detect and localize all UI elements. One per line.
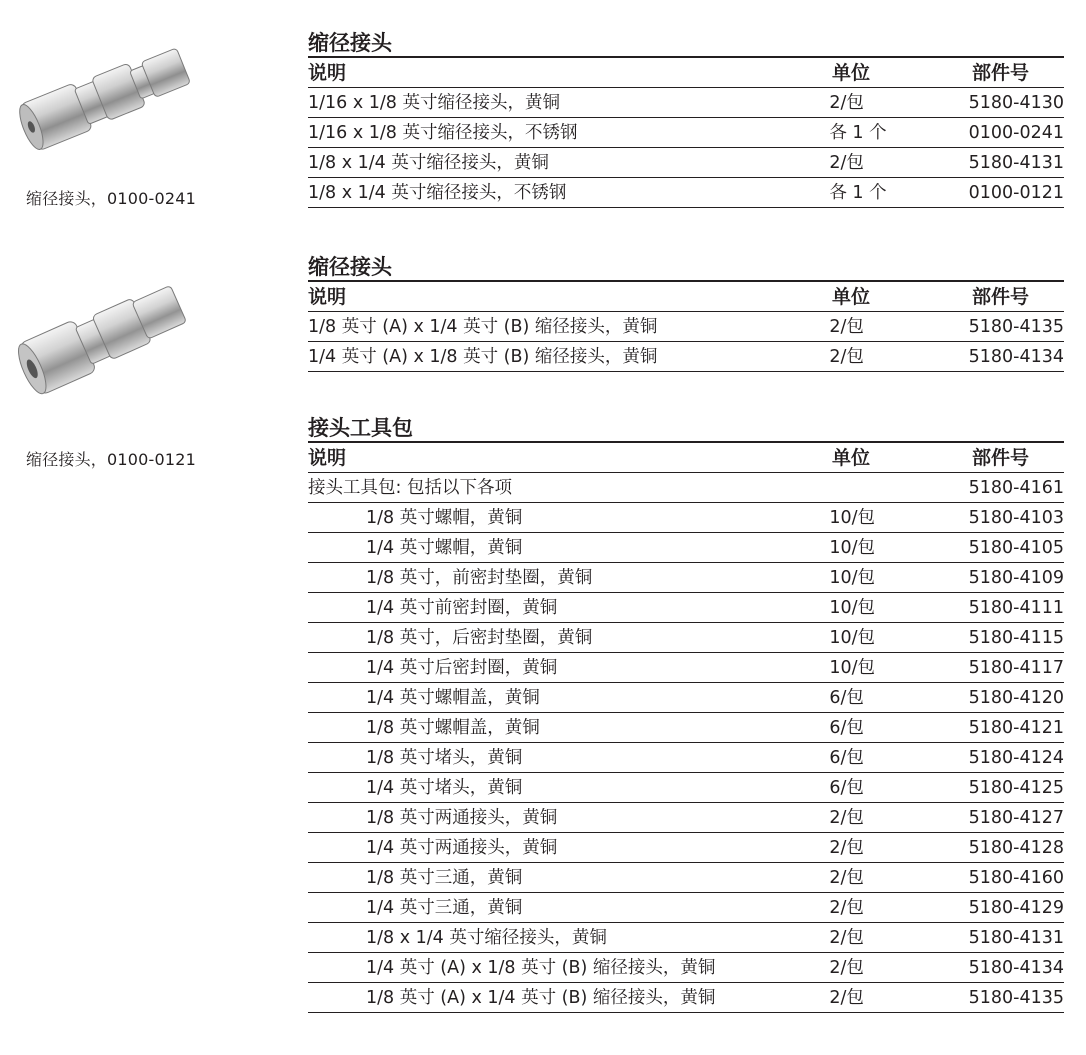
cell-part: 5180-4115 bbox=[968, 628, 1064, 648]
table-header bbox=[308, 443, 1064, 473]
table-row bbox=[308, 653, 1064, 683]
product-caption-2: 缩径接头，0100-0121 bbox=[26, 450, 197, 469]
header-desc: 说明 bbox=[308, 286, 347, 308]
table-header bbox=[308, 58, 1064, 88]
cell-part: 5180-4160 bbox=[968, 868, 1064, 888]
cell-unit: 6/包 bbox=[829, 748, 864, 768]
table-row bbox=[308, 833, 1064, 863]
cell-desc: 1/4 英寸两通接头，黄铜 bbox=[366, 838, 558, 858]
cell-desc: 1/8 英寸三通，黄铜 bbox=[366, 868, 523, 888]
header-unit: 单位 bbox=[832, 62, 871, 84]
cell-desc: 1/8 英寸 (A) x 1/4 英寸 (B) 缩径接头，黄铜 bbox=[366, 988, 716, 1008]
cell-desc: 1/8 英寸，后密封垫圈，黄铜 bbox=[366, 628, 593, 648]
header-unit: 单位 bbox=[832, 286, 871, 308]
cell-unit: 2/包 bbox=[829, 347, 864, 367]
cell-part: 5180-4127 bbox=[968, 808, 1064, 828]
table-row bbox=[308, 473, 1064, 503]
section-title: 缩径接头 bbox=[308, 28, 1064, 58]
cell-unit: 6/包 bbox=[829, 688, 864, 708]
cell-unit: 6/包 bbox=[829, 718, 864, 738]
table-row bbox=[308, 88, 1064, 118]
cell-part: 5180-4125 bbox=[968, 778, 1064, 798]
table-row bbox=[308, 533, 1064, 563]
reducer-fitting-image-1 bbox=[0, 22, 240, 162]
cell-unit: 10/包 bbox=[829, 598, 876, 618]
cell-part: 5180-4120 bbox=[968, 688, 1064, 708]
cell-desc: 1/8 英寸螺帽盖，黄铜 bbox=[366, 718, 540, 738]
cell-part: 5180-4105 bbox=[968, 538, 1064, 558]
table-row bbox=[308, 342, 1064, 372]
section-title: 缩径接头 bbox=[308, 252, 1064, 282]
cell-part: 5180-4135 bbox=[968, 317, 1064, 337]
cell-unit: 2/包 bbox=[829, 958, 864, 978]
cell-desc: 1/4 英寸后密封圈，黄铜 bbox=[366, 658, 558, 678]
cell-unit: 2/包 bbox=[829, 808, 864, 828]
table-row bbox=[308, 953, 1064, 983]
cell-desc: 1/4 英寸螺帽，黄铜 bbox=[366, 538, 523, 558]
table-row bbox=[308, 713, 1064, 743]
cell-unit: 2/包 bbox=[829, 898, 864, 918]
cell-desc: 1/8 英寸两通接头，黄铜 bbox=[366, 808, 558, 828]
cell-part: 5180-4130 bbox=[968, 93, 1064, 113]
cell-desc: 1/8 英寸 (A) x 1/4 英寸 (B) 缩径接头，黄铜 bbox=[308, 317, 658, 337]
cell-desc: 1/4 英寸前密封圈，黄铜 bbox=[366, 598, 558, 618]
cell-desc: 1/4 英寸三通，黄铜 bbox=[366, 898, 523, 918]
cell-part: 0100-0241 bbox=[968, 123, 1064, 143]
cell-desc: 1/16 x 1/8 英寸缩径接头，不锈钢 bbox=[308, 123, 578, 143]
table-row bbox=[308, 623, 1064, 653]
cell-unit: 2/包 bbox=[829, 153, 864, 173]
cell-part: 5180-4124 bbox=[968, 748, 1064, 768]
cell-part: 5180-4131 bbox=[968, 153, 1064, 173]
fitting-kit-table bbox=[308, 413, 1064, 1013]
table-header bbox=[308, 282, 1064, 312]
cell-part: 5180-4109 bbox=[968, 568, 1064, 588]
cell-desc: 1/4 英寸螺帽盖，黄铜 bbox=[366, 688, 540, 708]
cell-part: 5180-4128 bbox=[968, 838, 1064, 858]
cell-unit: 各 1 个 bbox=[829, 183, 887, 203]
cell-desc: 1/8 英寸螺帽，黄铜 bbox=[366, 508, 523, 528]
cell-unit: 10/包 bbox=[829, 538, 876, 558]
table-row bbox=[308, 503, 1064, 533]
cell-unit: 2/包 bbox=[829, 838, 864, 858]
cell-desc: 1/8 英寸，前密封垫圈，黄铜 bbox=[366, 568, 593, 588]
table-row bbox=[308, 983, 1064, 1013]
cell-desc: 1/16 x 1/8 英寸缩径接头，黄铜 bbox=[308, 93, 561, 113]
section-title: 接头工具包 bbox=[308, 413, 1064, 443]
cell-desc: 1/4 英寸 (A) x 1/8 英寸 (B) 缩径接头，黄铜 bbox=[366, 958, 716, 978]
cell-unit: 10/包 bbox=[829, 658, 876, 678]
table-row bbox=[308, 803, 1064, 833]
cell-unit: 2/包 bbox=[829, 988, 864, 1008]
table-row bbox=[308, 683, 1064, 713]
cell-part: 5180-4134 bbox=[968, 347, 1064, 367]
header-unit: 单位 bbox=[832, 447, 871, 469]
table-row bbox=[308, 563, 1064, 593]
cell-desc: 1/8 x 1/4 英寸缩径接头，不锈钢 bbox=[308, 183, 567, 203]
cell-unit: 10/包 bbox=[829, 568, 876, 588]
cell-part: 5180-4161 bbox=[968, 478, 1064, 498]
header-desc: 说明 bbox=[308, 62, 347, 84]
table-row bbox=[308, 312, 1064, 342]
table-row bbox=[308, 148, 1064, 178]
table-row bbox=[308, 863, 1064, 893]
cell-part: 5180-4134 bbox=[968, 958, 1064, 978]
cell-part: 5180-4131 bbox=[968, 928, 1064, 948]
header-part: 部件号 bbox=[972, 286, 1030, 308]
product-caption-1: 缩径接头，0100-0241 bbox=[26, 189, 197, 208]
cell-unit: 10/包 bbox=[829, 508, 876, 528]
cell-desc: 接头工具包: 包括以下各项 bbox=[308, 478, 512, 498]
cell-unit: 2/包 bbox=[829, 868, 864, 888]
cell-part: 5180-4129 bbox=[968, 898, 1064, 918]
cell-unit bbox=[829, 473, 968, 502]
cell-part: 5180-4103 bbox=[968, 508, 1064, 528]
table-row bbox=[308, 923, 1064, 953]
cell-desc: 1/4 英寸堵头，黄铜 bbox=[366, 778, 523, 798]
header-part: 部件号 bbox=[972, 447, 1030, 469]
table-row bbox=[308, 743, 1064, 773]
table-row bbox=[308, 593, 1064, 623]
reducer-table-1 bbox=[308, 28, 1064, 208]
cell-desc: 1/4 英寸 (A) x 1/8 英寸 (B) 缩径接头，黄铜 bbox=[308, 347, 658, 367]
cell-unit: 2/包 bbox=[829, 317, 864, 337]
cell-desc: 1/8 x 1/4 英寸缩径接头，黄铜 bbox=[366, 928, 607, 948]
cell-unit: 2/包 bbox=[829, 928, 864, 948]
cell-part: 5180-4135 bbox=[968, 988, 1064, 1008]
table-row bbox=[308, 893, 1064, 923]
table-row bbox=[308, 773, 1064, 803]
cell-unit: 各 1 个 bbox=[829, 123, 887, 143]
reducer-fitting-image-2 bbox=[0, 262, 240, 402]
cell-desc: 1/8 英寸堵头，黄铜 bbox=[366, 748, 523, 768]
header-part: 部件号 bbox=[972, 62, 1030, 84]
cell-part: 0100-0121 bbox=[968, 183, 1064, 203]
cell-part: 5180-4117 bbox=[968, 658, 1064, 678]
cell-unit: 2/包 bbox=[829, 93, 864, 113]
table-row bbox=[308, 118, 1064, 148]
cell-desc: 1/8 x 1/4 英寸缩径接头，黄铜 bbox=[308, 153, 549, 173]
cell-part: 5180-4121 bbox=[968, 718, 1064, 738]
reducer-table-2 bbox=[308, 252, 1064, 372]
cell-unit: 6/包 bbox=[829, 778, 864, 798]
product-photo-reducer-0100-0121 bbox=[0, 262, 240, 402]
product-photo-reducer-0100-0241 bbox=[0, 22, 240, 162]
cell-unit: 10/包 bbox=[829, 628, 876, 648]
table-row bbox=[308, 178, 1064, 208]
header-desc: 说明 bbox=[308, 447, 347, 469]
cell-part: 5180-4111 bbox=[968, 598, 1064, 618]
